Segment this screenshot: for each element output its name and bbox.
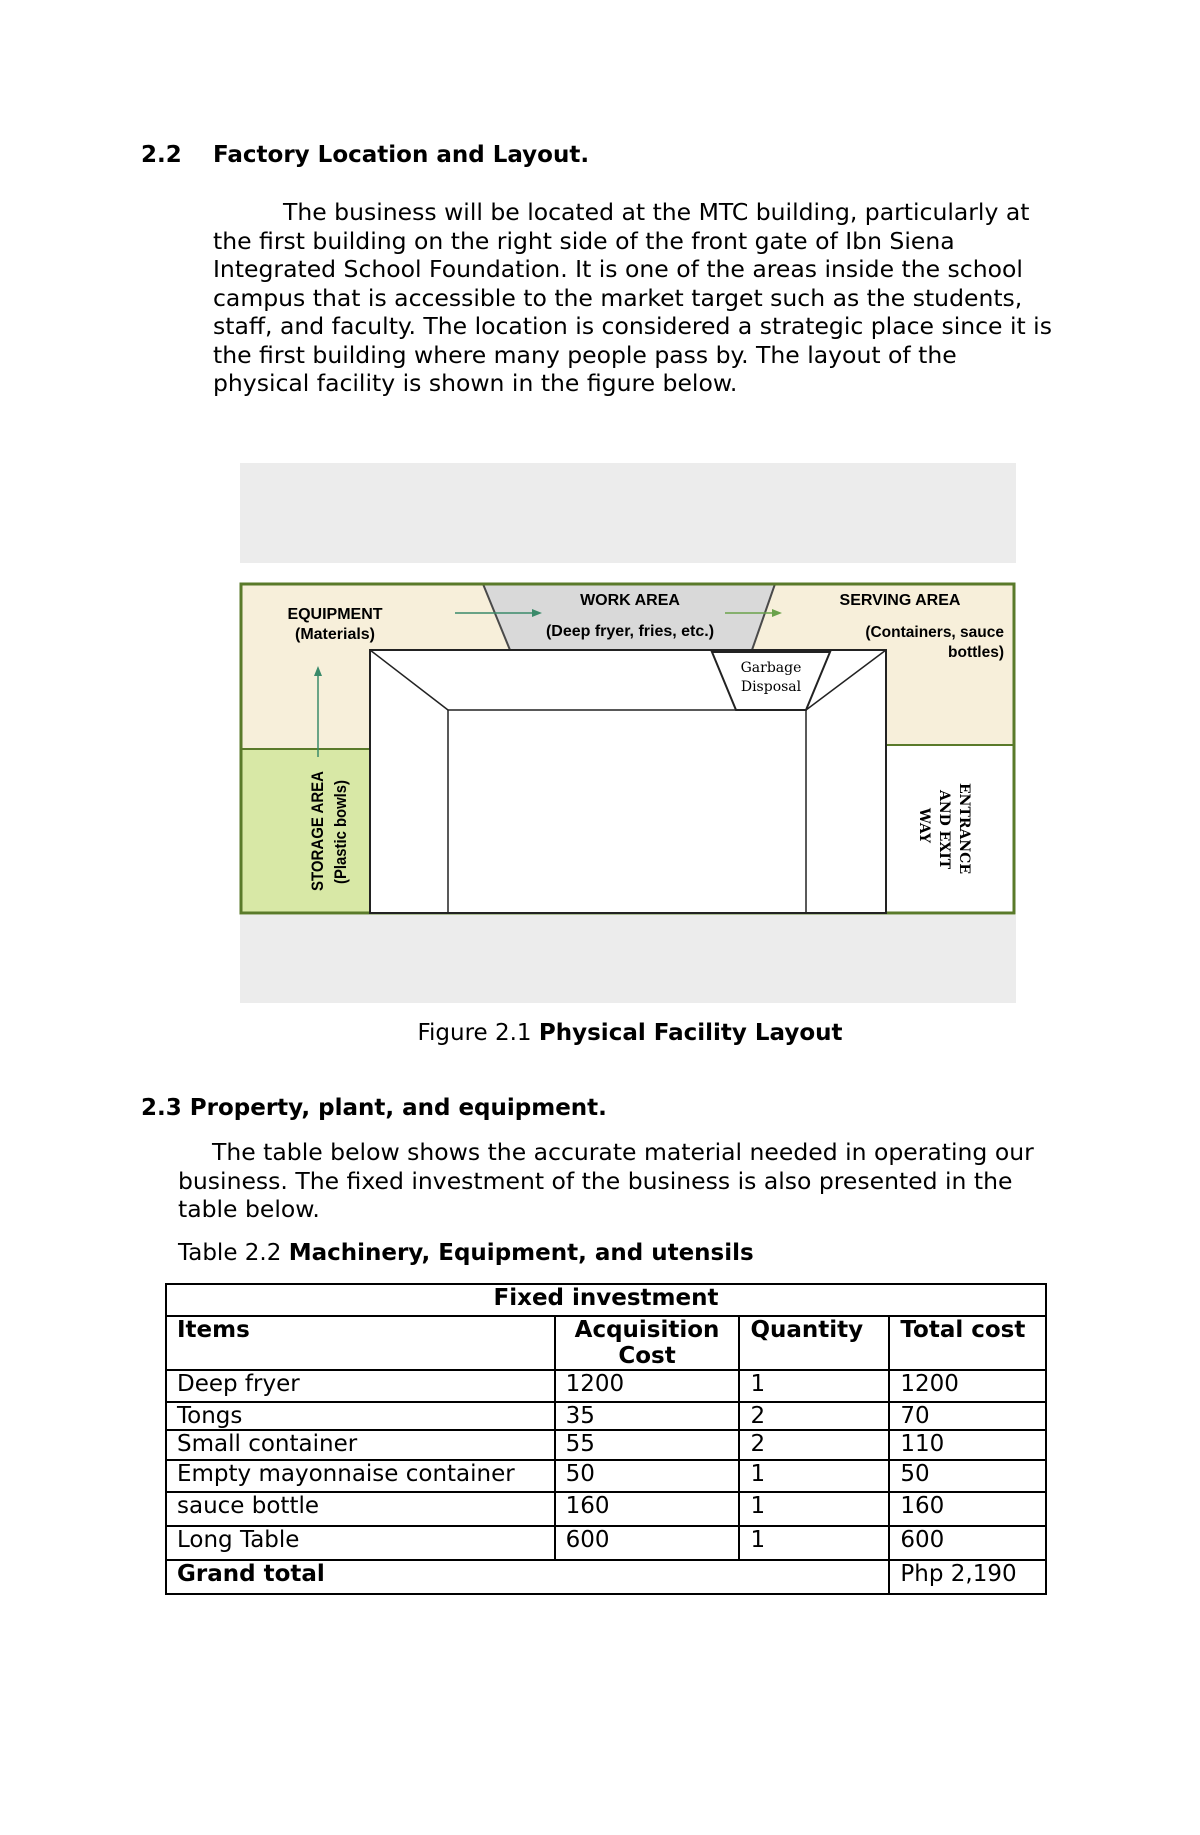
cell-total: 70 bbox=[889, 1402, 1046, 1430]
table-row bbox=[166, 1526, 1046, 1560]
para-line: physical facility is shown in the figure below. bbox=[213, 369, 738, 397]
header-items: Items bbox=[166, 1316, 555, 1370]
table-row bbox=[166, 1460, 1046, 1492]
table-caption-title: Machinery, Equipment, and utensils bbox=[288, 1240, 754, 1266]
garbage-label: Disposal bbox=[740, 679, 802, 695]
cell-cost: 35 bbox=[555, 1402, 740, 1430]
cell-total: 600 bbox=[889, 1526, 1046, 1560]
cell-qty: 1 bbox=[739, 1492, 889, 1526]
equipment-sub-label: (Materials) bbox=[294, 626, 376, 643]
table-caption bbox=[178, 1240, 754, 1266]
header-acquisition: Acquisition bbox=[574, 1317, 720, 1343]
cell-total: 50 bbox=[889, 1460, 1046, 1492]
header-acquisition-cost bbox=[555, 1316, 740, 1370]
table-row bbox=[166, 1370, 1046, 1402]
cell-qty: 1 bbox=[739, 1526, 889, 1560]
cell-total: 110 bbox=[889, 1430, 1046, 1460]
table-row bbox=[166, 1430, 1046, 1460]
figure-caption bbox=[0, 1020, 1200, 1046]
section-title: Factory Location and Layout. bbox=[213, 142, 590, 168]
table-row bbox=[166, 1492, 1046, 1526]
para-line: table below. bbox=[178, 1195, 320, 1223]
work-area-label: WORK AREA bbox=[580, 592, 680, 609]
cell-qty: 2 bbox=[739, 1402, 889, 1430]
cell-item: Deep fryer bbox=[166, 1370, 555, 1402]
cell-qty: 1 bbox=[739, 1460, 889, 1492]
cell-item: sauce bottle bbox=[166, 1492, 555, 1526]
cell-qty: 1 bbox=[739, 1370, 889, 1402]
cell-total: 1200 bbox=[889, 1370, 1046, 1402]
header-quantity: Quantity bbox=[739, 1316, 889, 1370]
header-cost: Cost bbox=[618, 1343, 676, 1369]
table-title-row bbox=[166, 1284, 1046, 1316]
para-line: Integrated School Foundation. It is one of the areas inside the school bbox=[213, 255, 1023, 283]
cell-item: Empty mayonnaise container bbox=[166, 1460, 555, 1492]
table-title: Fixed investment bbox=[166, 1284, 1046, 1316]
storage-area-label: STORAGE AREA bbox=[308, 754, 327, 891]
entrance-label: AND EXIT bbox=[936, 790, 952, 870]
table-caption-prefix: Table 2.2 bbox=[178, 1240, 289, 1266]
work-area-sub-label: (Deep fryer, fries, etc.) bbox=[545, 623, 715, 640]
section-23-title: 2.3 Property, plant, and equipment. bbox=[141, 1095, 607, 1121]
cell-cost: 600 bbox=[555, 1526, 740, 1560]
serving-sub-label: (Containers, sauce bbox=[865, 624, 1004, 641]
storage-sub-label: (Plastic bowls) bbox=[331, 764, 350, 884]
equipment-label: EQUIPMENT bbox=[287, 606, 383, 623]
cell-cost: 160 bbox=[555, 1492, 740, 1526]
para-line: The business will be located at the MTC building, particularly at bbox=[283, 198, 1030, 226]
section-number: 2.2 bbox=[141, 142, 182, 168]
para-line: business. The fixed investment of the business is also presented in the bbox=[178, 1166, 1013, 1195]
cell-cost: 55 bbox=[555, 1430, 740, 1460]
entrance-label: WAY bbox=[916, 808, 932, 843]
entrance-label: ENTRANCE bbox=[956, 783, 972, 874]
grand-total-row bbox=[166, 1560, 1046, 1594]
cell-qty: 2 bbox=[739, 1430, 889, 1460]
ppe-paragraph bbox=[178, 1138, 1078, 1224]
figure-bottom-panel bbox=[240, 915, 1016, 1003]
header-total-cost: Total cost bbox=[889, 1316, 1046, 1370]
cell-item: Small container bbox=[166, 1430, 555, 1460]
cell-total: 160 bbox=[889, 1492, 1046, 1526]
serving-sub-label: bottles) bbox=[948, 644, 1004, 661]
cell-item: Long Table bbox=[166, 1526, 555, 1560]
storage-area bbox=[241, 749, 370, 913]
figure-caption-prefix: Figure 2.1 bbox=[417, 1020, 539, 1046]
serving-area-label: SERVING AREA bbox=[839, 592, 961, 609]
figure-top-panel bbox=[240, 463, 1016, 563]
para-line: staff, and faculty. The location is considered a strategic place since it is bbox=[213, 312, 1052, 340]
fixed-investment-table bbox=[165, 1283, 1047, 1595]
grand-total-label: Grand total bbox=[166, 1560, 889, 1594]
table-row bbox=[166, 1402, 1046, 1430]
cell-cost: 50 bbox=[555, 1460, 740, 1492]
table-header-row bbox=[166, 1316, 1046, 1370]
garbage-label: Garbage bbox=[740, 660, 802, 676]
para-line: the first building where many people pass by. The layout of the bbox=[213, 340, 957, 369]
para-line: campus that is accessible to the market target such as the students, bbox=[213, 283, 1023, 312]
cell-item: Tongs bbox=[166, 1402, 555, 1430]
cell-cost: 1200 bbox=[555, 1370, 740, 1402]
grand-total-value: Php 2,190 bbox=[889, 1560, 1046, 1594]
figure-caption-title: Physical Facility Layout bbox=[538, 1020, 843, 1046]
para-line: The table below shows the accurate material needed in operating our bbox=[212, 1138, 1034, 1166]
para-line: the first building on the right side of the front gate of Ibn Siena bbox=[213, 226, 955, 255]
